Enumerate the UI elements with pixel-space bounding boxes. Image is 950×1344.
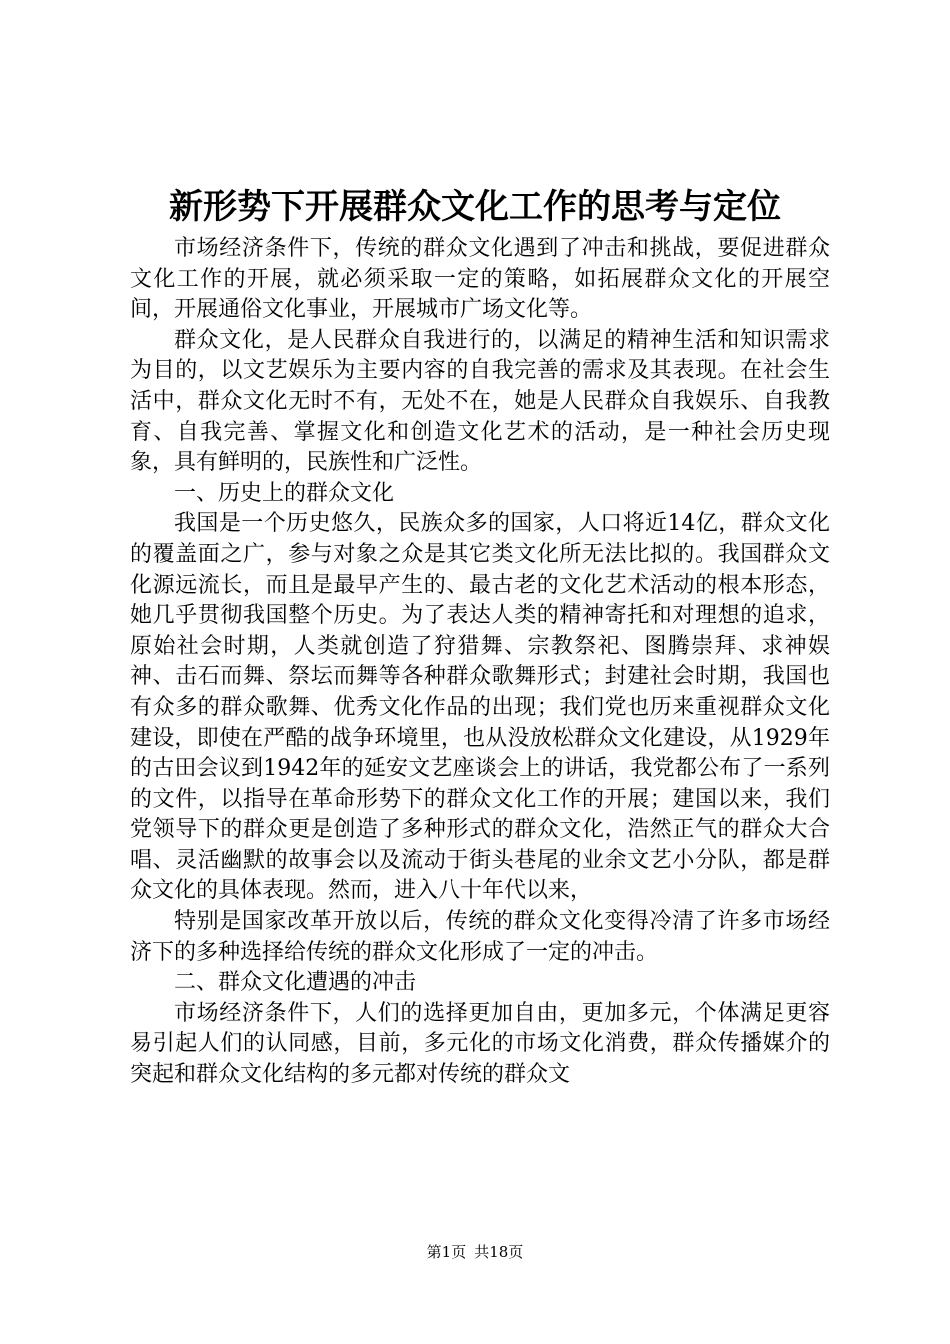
paragraph-market: 市场经济条件下，人们的选择更加自由，更加多元，个体满足更容易引起人们的认同感，目前，多元化的市场文化消费，群众传播媒介的突起和群众文化结构的多元都对传统的群众文 <box>130 1000 830 1088</box>
page-title: 新形势下开展群众文化工作的思考与定位 <box>169 187 781 227</box>
paragraph-intro: 市场经济条件下，传统的群众文化遇到了冲击和挑战，要促进群众文化工作的开展，就必须采取一定的策略，如拓展群众文化的开展空间，开展通俗文化事业，开展城市广场文化等。 <box>130 236 830 323</box>
page-number-total: 共18页 <box>474 1243 524 1261</box>
paragraph-definition: 群众文化，是人民群众自我进行的，以满足的精神生活和知识需求为目的，以文艺娱乐为主要内容的自我完善的需求及其表现。在社会生活中，群众文化无时不有，无处不在，她是人民群众自我娱乐、自我教育、自我完善、掌握文化和创造文化艺术的活动，是一种社会历史现象，具有鲜明的，民族性和广泛性。 <box>130 327 830 476</box>
paragraph-reform: 特别是国家改革开放以后，传统的群众文化变得冷清了许多市场经济下的多种选择给传统的群众文化形成了一定的冲击。 <box>130 909 830 965</box>
page-number-current: 第1页 <box>426 1243 467 1261</box>
paragraph-history: 我国是一个历史悠久，民族众多的国家，人口将近14亿，群众文化的覆盖面之广，参与对象之众是其它类文化所无法比拟的。我国群众文化源远流长，而且是最早产生的、最古老的文化艺术活动的根本形态，她几乎贯彻我国整个历史。为了表达人类的精神寄托和对理想的追求，原始社会时期，人类就创造了狩猎舞、宗教祭祀、图腾崇拜、求神娱神、击石而舞、祭坛而舞等各种群众歌舞形式；封建社会时期，我国也有众多的群众歌舞、优秀文化作品的出现；我们党也历来重视群众文化建设，即使在严酷的战争环境里，也从没放松群众文化建设，从1929年的古田会议到1942年的延安文艺座谈会上的讲话，我党都公布了一系列的文件，以指导在革命形势下的群众文化工作的开展；建国以来，我们党领导下的群众更是创造了多种形式的群众文化，浩然正气的群众大合唱、灵活幽默的故事会以及流动于街头巷尾的业余文艺小分队，都是群众文化的具体表现。然而，进入八十年代以来， <box>130 511 830 904</box>
section-heading-impact: 二、群众文化遭遇的冲击 <box>174 970 417 996</box>
page-footer <box>0 1242 950 1262</box>
section-heading-history: 一、历史上的群众文化 <box>174 480 395 506</box>
document-body <box>130 234 830 1091</box>
